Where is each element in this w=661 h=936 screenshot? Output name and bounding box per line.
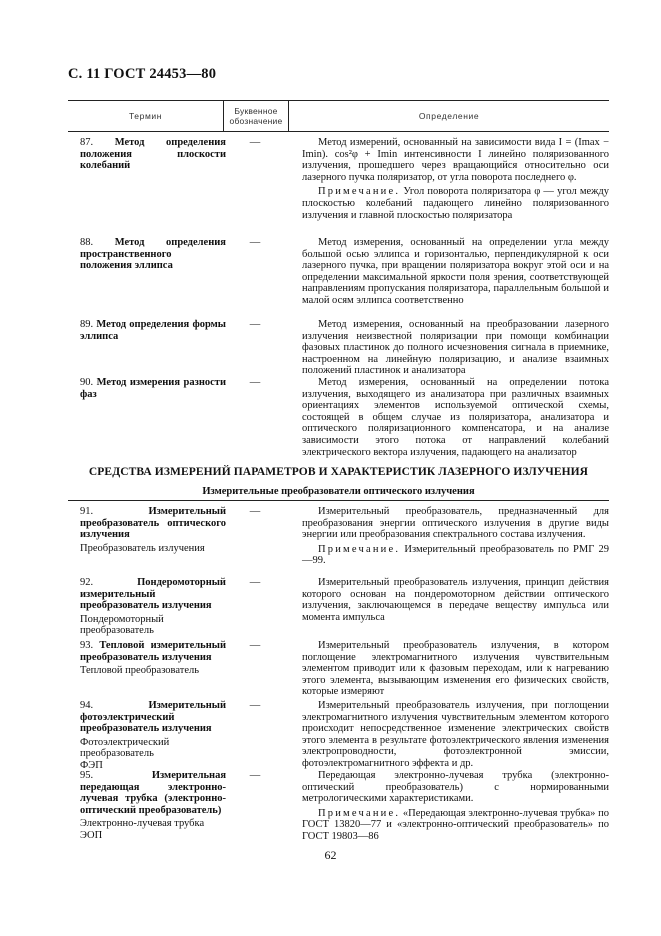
term-cell: 89. Метод определения формы эллипса <box>80 319 226 342</box>
symbol-cell: — <box>249 700 261 711</box>
column-header-term: Термин <box>68 101 224 131</box>
definition-cell: Измерительный преобразователь излучения, принцип действия которого основан на пондеромоторном действии оптического излучения, заключающемся в передаче веществу импульса или момента импульса <box>302 577 609 623</box>
definition-cell: Метод измерения, основанный на определении угла между большой осью эллипса и горизонталью, перпендикулярной к оси лазерного пучка, при вращении поляризатора вокруг этой оси и на определении максимальной яркости поля зрения, соответствующей направлениям пропускания поляризатора, параллельным большой и малой осям эллипса соответственно <box>302 237 609 306</box>
term-cell: 95. Измерительная передающая электронно-лучевая трубка (электронно-оптический преобразователь) Электронно-лучевая трубка ЭОП <box>80 770 226 841</box>
page-header: С. 11 ГОСТ 24453—80 <box>68 66 217 82</box>
term-cell: 94. Измерительный фотоэлектрический преобразователь излучения Фотоэлектрический преобразователь ФЭП <box>80 700 226 771</box>
page-number: 62 <box>324 848 337 862</box>
term-cell: 88. Метод определения пространственного положения эллипса <box>80 237 226 272</box>
symbol-cell: — <box>249 577 261 588</box>
table-header <box>68 100 609 132</box>
terms-table <box>68 100 609 132</box>
symbol-cell: — <box>249 137 261 148</box>
definition-cell: Метод измерений, основанный на зависимости вида I = (Imax − Imin). cos²φ + Imin интенсивности I линейно поляризованного излучения, прошедшего через вращающийся относительно оси лазерного пучка поляризатор, от угла поворота последнего φ. Примечание. Угол поворота поляризатора φ — угол между плоскостью колебаний падающего линейно поляризованного излучения и главной плоскостью поляризатора <box>302 137 610 221</box>
section-divider <box>68 500 609 501</box>
subsection-title: Измерительные преобразователи оптического излучения <box>202 486 475 497</box>
term-cell: 93. Тепловой измерительный преобразователь излучения Тепловой преобразователь <box>80 640 226 677</box>
term-cell: 92. Пондеромоторный измерительный преобразователь излучения Пондеромоторный преобразователь <box>80 577 226 637</box>
definition-cell: Измерительный преобразователь излучения, в котором поглощение электромагнитного излучения чувствительным элементом приводит или к фазовым переходам, или к нагреванию этого элемента, вызывающим изменения его физических свойств, которые измеряют <box>302 640 609 698</box>
symbol-cell: — <box>249 506 261 517</box>
symbol-cell: — <box>249 377 261 388</box>
term-cell: 91. Измерительный преобразователь оптического излучения Преобразователь излучения <box>80 506 226 554</box>
symbol-cell: — <box>249 770 261 781</box>
symbol-cell: — <box>249 319 261 330</box>
symbol-cell: — <box>249 640 261 651</box>
term-cell: 90. Метод измерения разности фаз <box>80 377 227 400</box>
definition-cell: Измерительный преобразователь излучения, при поглощении электромагнитного излучения чувствительным элементом которого происходит непосредственное изменение электрических свойств этого элемента в результате фотоэлектрического явления изменения электропроводности, фотоэлектронной эмиссии, фотоэлектромагнитного эффекта и др. <box>302 700 609 769</box>
section-title: СРЕДСТВА ИЗМЕРЕНИЙ ПАРАМЕТРОВ И ХАРАКТЕРИСТИК ЛАЗЕРНОГО ИЗЛУЧЕНИЯ <box>88 466 589 478</box>
column-header-definition: Определение <box>418 111 480 121</box>
definition-cell: Метод измерения, основанный на преобразовании лазерного излучения неизвестной поляризации при помощи комбинации фазовых пластинок до полного исчезновения сигнала в приемнике, настроенном на линейную поляризацию, и анализе взаимных положений пластинок и анализатора <box>302 319 609 377</box>
term-cell: 87. Метод определения положения плоскости колебаний <box>80 137 226 172</box>
column-header-symbol: Буквенное обозначение <box>224 101 289 131</box>
symbol-cell: — <box>249 237 261 248</box>
definition-cell: Передающая электронно-лучевая трубка (электронно-оптический преобразователь) с нормированными метрологическими характеристиками. Примечание. «Передающая электронно-лучевая трубка» по ГОСТ 13820—77 и «электронно-оптический преобразователь» по ГОСТ 19803—86 <box>302 770 609 842</box>
definition-cell: Метод измерения, основанный на определении потока излучения, выходящего из анализатора при различных взаимных ориентациях элементов используемой оптической схемы, состоящей в общем случае из поляризатора, анализатора и оптического поляризационного компенсатора, и на анализе зависимости этого потока от направлений колебаний электрического вектора излучения, падающего на анализатор <box>302 377 609 458</box>
definition-cell: Измерительный преобразователь, предназначенный для преобразования энергии оптического излучения в другие виды энергии или преобразования спектрального состава излучения. Примечание. Измерительный преобразователь по РМГ 29—99. <box>302 506 610 567</box>
